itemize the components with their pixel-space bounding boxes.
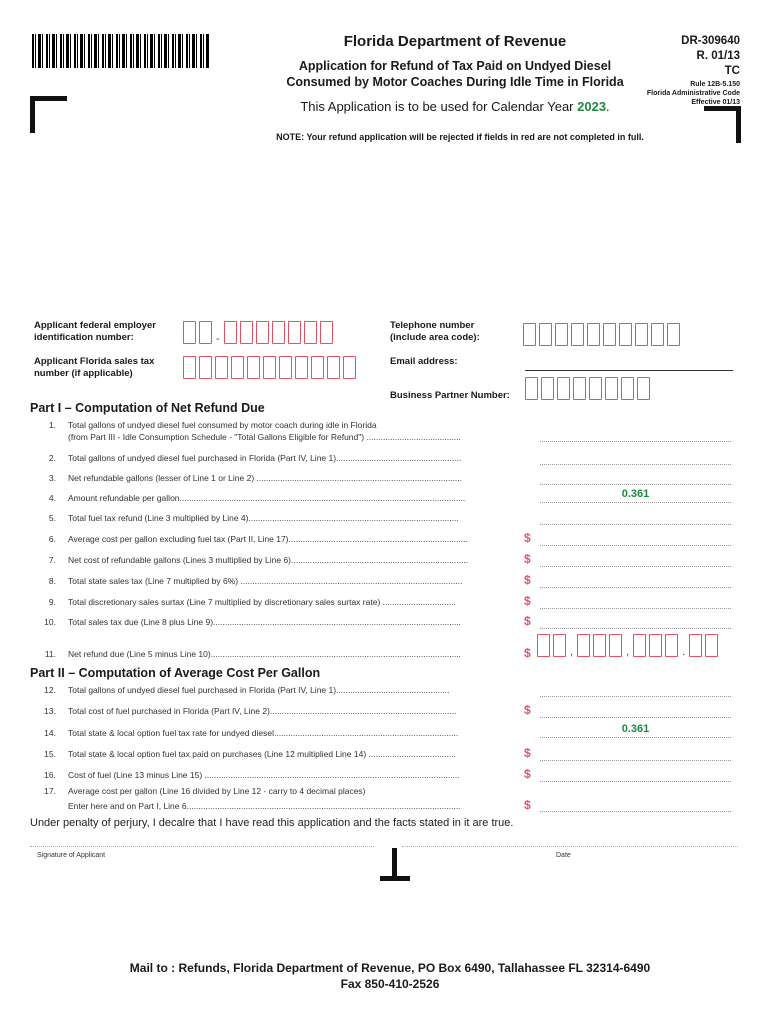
signature-input[interactable] — [30, 846, 374, 847]
form-title: Application for Refund of Tax Paid on Undyed Diesel Consumed by Motor Coaches During Idle Time in Florida — [286, 59, 624, 89]
business-partner-label: Business Partner Number: — [390, 390, 510, 401]
registration-mark-top-left — [30, 96, 67, 133]
line-17: 17. Average cost per gallon (Line 16 divided by Line 12 - carry to 4 decimal places) Enter here and on Part I, Line 6.................................................................................................................... — [44, 786, 461, 811]
sales-tax-input[interactable] — [183, 356, 356, 379]
form-number-block: DR-309640 R. 01/13 TC — [681, 35, 740, 77]
date-input[interactable] — [402, 846, 738, 847]
fein-label: Applicant federal employer identification number: — [34, 320, 156, 343]
line-10-input[interactable] — [540, 614, 731, 629]
line-9-input[interactable] — [540, 594, 731, 609]
barcode — [32, 34, 210, 68]
part2-heading: Part II – Computation of Average Cost Per Gallon — [30, 666, 321, 680]
sales-tax-label: Applicant Florida sales tax number (if applicable) — [34, 356, 155, 379]
line-3-input[interactable] — [540, 470, 731, 485]
line-14-value: 0.361 — [540, 723, 731, 738]
email-label: Email address: — [390, 356, 458, 367]
line-11-dollar: $ — [524, 646, 531, 660]
calendar-year: 2023 — [577, 99, 607, 114]
line-7-input[interactable] — [540, 552, 731, 567]
phone-label: Telephone number (include area code): — [390, 320, 480, 343]
line-7-dollar: $ — [524, 552, 531, 566]
phone-input[interactable] — [523, 323, 680, 346]
perjury-statement: Under penalty of perjury, I decalre that I have read this application and the facts stated in it are true. — [30, 817, 514, 829]
line-2-input[interactable] — [540, 450, 731, 465]
date-label: Date — [556, 852, 571, 859]
line-16-dollar: $ — [524, 767, 531, 781]
registration-mark-bottom-horizontal — [380, 876, 410, 881]
note: NOTE: Your refund application will be rejected if fields in red are not completed in full. — [276, 132, 644, 142]
net-refund-input[interactable]: , , . — [537, 634, 718, 657]
line-6-dollar: $ — [524, 531, 531, 545]
line-8-input[interactable] — [540, 573, 731, 588]
email-input[interactable] — [525, 370, 733, 371]
line-17-dollar: $ — [524, 798, 531, 812]
agency-title: Florida Department of Revenue — [343, 33, 567, 50]
mailing-info — [60, 960, 720, 992]
fein-input[interactable]: - — [183, 321, 333, 344]
line-4-value: 0.361 — [540, 488, 731, 503]
fax-number: Fax 850-410-2526 — [340, 977, 440, 991]
line-1: 1. Total gallons of undyed diesel fuel consumed by motor coach during idle in Florida (from Part III - Idle Consumption Schedule - "Total Gallons Eligible for Refund") ........................................ — [48, 420, 461, 442]
line-8-dollar: $ — [524, 573, 531, 587]
signature-label: Signature of Applicant — [37, 852, 106, 859]
part1-heading: Part I – Computation of Net Refund Due — [30, 401, 265, 415]
line-16-input[interactable] — [540, 767, 731, 782]
line-9-dollar: $ — [524, 594, 531, 608]
line-17-input[interactable] — [540, 797, 731, 812]
line-15-input[interactable] — [540, 746, 731, 761]
line-12-input[interactable] — [540, 682, 731, 697]
line-6-input[interactable] — [540, 531, 731, 546]
line-5-input[interactable] — [540, 510, 731, 525]
line-15-dollar: $ — [524, 746, 531, 760]
business-partner-input[interactable] — [525, 377, 650, 400]
line-13-input[interactable] — [540, 703, 731, 718]
line-10-dollar: $ — [524, 614, 531, 628]
calendar-year-line: This Application is to be used for Calendar Year 2023. — [300, 99, 610, 114]
line-1-input[interactable] — [540, 427, 731, 442]
rule-reference: Rule 12B-5.150 Florida Administrative Code Effective 01/13 — [646, 81, 740, 106]
line-13-dollar: $ — [524, 703, 531, 717]
mail-address: Mail to : Refunds, Florida Department of Revenue, PO Box 6490, Tallahassee FL 32314-6490 — [129, 961, 651, 975]
